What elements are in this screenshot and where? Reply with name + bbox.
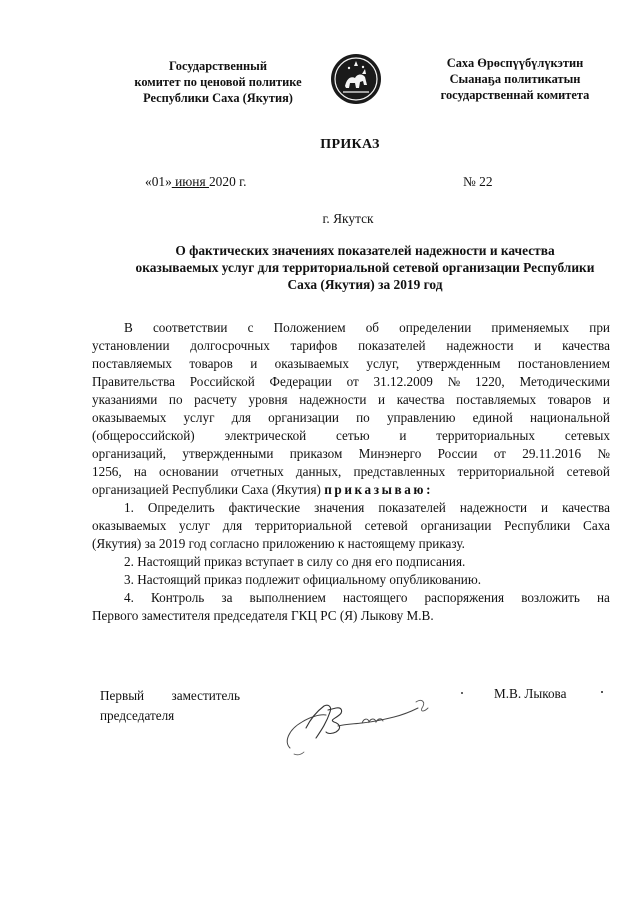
body-line bbox=[92, 481, 610, 499]
body-line: 1256, на основании отчетных данных, представленных территориальной сетевой bbox=[92, 464, 610, 479]
header-left-line: комитет по ценовой политике bbox=[134, 75, 302, 89]
header-right-line: Саха Өрөспүүбүлүкэтин bbox=[446, 56, 584, 70]
signatory-name: М.В. Лыкова bbox=[494, 686, 567, 701]
order-word: приказываю: bbox=[324, 482, 434, 497]
handwritten-signature bbox=[276, 690, 446, 762]
item-line: 2. Настоящий приказ вступает в силу со дня его подписания. bbox=[124, 554, 466, 569]
scan-speck bbox=[601, 691, 603, 693]
document-title bbox=[100, 242, 630, 293]
body-line: Правительства Российской Федерации от 31.12.2009 № 1220, Методическими bbox=[92, 374, 610, 389]
body-line: указаниями по расчету уровня надежности и качества поставляемых товаров и bbox=[92, 392, 610, 407]
body-line: оказываемых услуг для организации по управлению единой национальной bbox=[92, 410, 610, 425]
coat-of-arms-icon bbox=[329, 52, 383, 106]
body-line: В соответствии с Положением об определении применяемых при bbox=[124, 320, 610, 335]
item-line: оказываемых услуг для территориальной сетевой организации Республики Саха bbox=[92, 518, 610, 533]
body-line: поставляемых товаров и оказываемых услуг, утвержденным постановлением bbox=[92, 356, 610, 371]
header-left-line: Государственный bbox=[169, 59, 267, 73]
document-type: ПРИКАЗ bbox=[320, 137, 380, 152]
header-left-line: Республики Саха (Якутия) bbox=[143, 91, 293, 105]
position-line: председателя bbox=[100, 708, 175, 723]
document-date bbox=[145, 174, 246, 190]
header-org-yakut bbox=[415, 55, 615, 103]
item-line: (Якутия) за 2019 год согласно приложению к настоящему приказу. bbox=[92, 536, 465, 551]
title-line: Саха (Якутия) за 2019 год bbox=[287, 277, 443, 292]
position-word: заместитель bbox=[171, 688, 240, 703]
title-line: О фактических значениях показателей надежности и качества bbox=[175, 243, 555, 258]
scan-speck bbox=[461, 692, 463, 694]
position-word: Первый bbox=[100, 688, 145, 703]
document-body bbox=[92, 319, 610, 625]
header-right-line: государственнай комитета bbox=[440, 88, 590, 102]
body-line: организаций, утвержденными приказом Минэнерго России от 29.11.2016 № bbox=[92, 446, 610, 461]
body-line: установлении долгосрочных тарифов показателей надежности и качества bbox=[92, 338, 610, 353]
signatory-position bbox=[100, 686, 240, 726]
date-month: июня bbox=[171, 174, 209, 189]
preamble-last-text: организацией Республики Саха (Якутия) bbox=[92, 482, 321, 497]
header-right-line: Сыанаҕа политикатын bbox=[449, 72, 581, 86]
date-day: «01» bbox=[145, 174, 172, 189]
date-year: 2020 г. bbox=[208, 174, 247, 189]
title-line: оказываемых услуг для территориальной сетевой организации Республики bbox=[135, 260, 595, 275]
item-line: 1. Определить фактические значения показателей надежности и качества bbox=[124, 500, 610, 515]
item-line: Первого заместителя председателя ГКЦ РС (Я) Лыкову М.В. bbox=[92, 608, 434, 623]
header-org-russian bbox=[118, 58, 318, 106]
document-number: № 22 bbox=[463, 174, 493, 189]
item-line: 3. Настоящий приказ подлежит официальному опубликованию. bbox=[124, 572, 482, 587]
document-city: г. Якутск bbox=[322, 211, 374, 226]
position-line bbox=[100, 686, 240, 706]
body-line: (общероссийской) электрической сетью и территориальных сетевых bbox=[92, 428, 610, 443]
item-line: 4. Контроль за выполнением настоящего распоряжения возложить на bbox=[124, 590, 610, 605]
